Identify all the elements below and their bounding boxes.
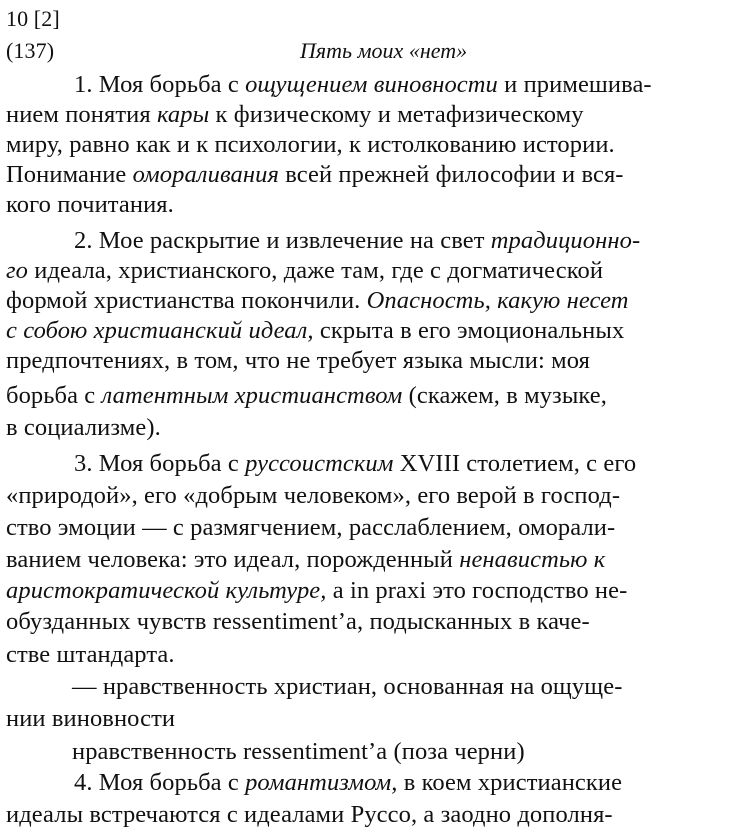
text-run: Понимание — [6, 161, 133, 188]
text-line — [74, 768, 622, 798]
text-line — [6, 286, 629, 316]
text-run: скрыта в его эмоциональных — [313, 317, 625, 344]
text-line — [6, 607, 590, 637]
text-run: всей прежней философии и вся- — [278, 161, 624, 188]
text-line — [6, 100, 584, 130]
text-line — [6, 800, 613, 830]
text-run: формой христианства покончили. — [6, 287, 367, 314]
fragment-number: (137) — [6, 38, 55, 63]
text-line — [6, 545, 605, 575]
text-line — [72, 672, 622, 702]
italic-phrase: романтизмом, — [245, 769, 398, 796]
text-run: к физическому и метафизическому — [209, 101, 584, 128]
text-run: (скажем, в музыке, — [402, 382, 607, 409]
text-line — [6, 704, 175, 734]
italic-phrase: ощущением виновности — [245, 71, 498, 98]
italic-phrase: кары — [156, 101, 210, 128]
text-line — [6, 413, 161, 443]
text-run: 3. Моя борьба с — [74, 450, 246, 477]
text-line — [6, 640, 175, 670]
text-run: нием понятия — [6, 101, 157, 128]
section-number: 10 [2] — [6, 6, 60, 31]
text-line — [74, 226, 640, 256]
text-line — [6, 160, 624, 190]
text-run: борьба с — [6, 382, 102, 409]
text-run: нравственность ressentiment’а (поза черни) — [72, 738, 525, 765]
text-run: предпочтениях, в том, что не требует языка мысли: моя — [6, 347, 591, 374]
italic-phrase: Опасность, какую несет — [366, 287, 629, 314]
text-line — [6, 381, 607, 411]
text-line — [6, 513, 615, 543]
italic-phrase: латентным христианством — [101, 382, 403, 409]
text-run: — нравственность христиан, основанная на ощуще- — [72, 673, 623, 700]
text-line — [6, 346, 590, 376]
text-run: в социализме). — [6, 414, 161, 441]
italic-phrase: аристократической культуре, — [6, 577, 327, 604]
text-run: миру, равно как и к психологии, к истолкованию истории. — [6, 131, 615, 158]
text-line — [74, 70, 652, 100]
text-line — [74, 449, 636, 479]
text-run: обузданных чувств ressentiment’а, подысканных в каче- — [6, 608, 590, 635]
italic-phrase: го — [6, 257, 29, 284]
text-run: 4. Моя борьба с — [74, 769, 246, 796]
italic-phrase: омораливания — [132, 161, 279, 188]
text-run: стве штандарта. — [6, 641, 175, 668]
text-run: кого почитания. — [6, 191, 174, 218]
text-line — [72, 737, 525, 767]
text-line — [6, 481, 620, 511]
text-run: «природой», его «добрым человеком», его верой в господ- — [6, 482, 621, 509]
text-run: ванием человека: это идеал, порожденный — [6, 546, 460, 573]
text-run: ство эмоции — с размягчением, расслаблением, оморали- — [6, 514, 616, 541]
italic-phrase: ненавистью к — [459, 546, 606, 573]
text-run: и примешива- — [497, 71, 652, 98]
text-run: а in praxi это господство не- — [326, 577, 628, 604]
text-run: XVIII столетием, с его — [393, 450, 637, 477]
text-line — [6, 256, 603, 286]
text-line — [6, 130, 615, 160]
text-run: 2. Мое раскрытие и извлечение на свет — [74, 227, 491, 254]
page-title: Пять моих «нет» — [300, 38, 468, 63]
italic-phrase: традиционно- — [490, 227, 641, 254]
text-line — [6, 190, 174, 220]
text-run: нии виновности — [6, 705, 176, 732]
text-line — [6, 316, 624, 346]
text-run: идеала, христианского, даже там, где с догматической — [28, 257, 604, 284]
italic-phrase: руссоистским — [245, 450, 394, 477]
text-line — [6, 576, 627, 606]
text-run: в коем христианские — [397, 769, 623, 796]
text-run: 1. Моя борьба с — [74, 71, 246, 98]
text-run: идеалы встречаются с идеалами Руссо, а заодно дополня- — [6, 801, 613, 828]
italic-phrase: с собою христианский идеал, — [6, 317, 314, 344]
